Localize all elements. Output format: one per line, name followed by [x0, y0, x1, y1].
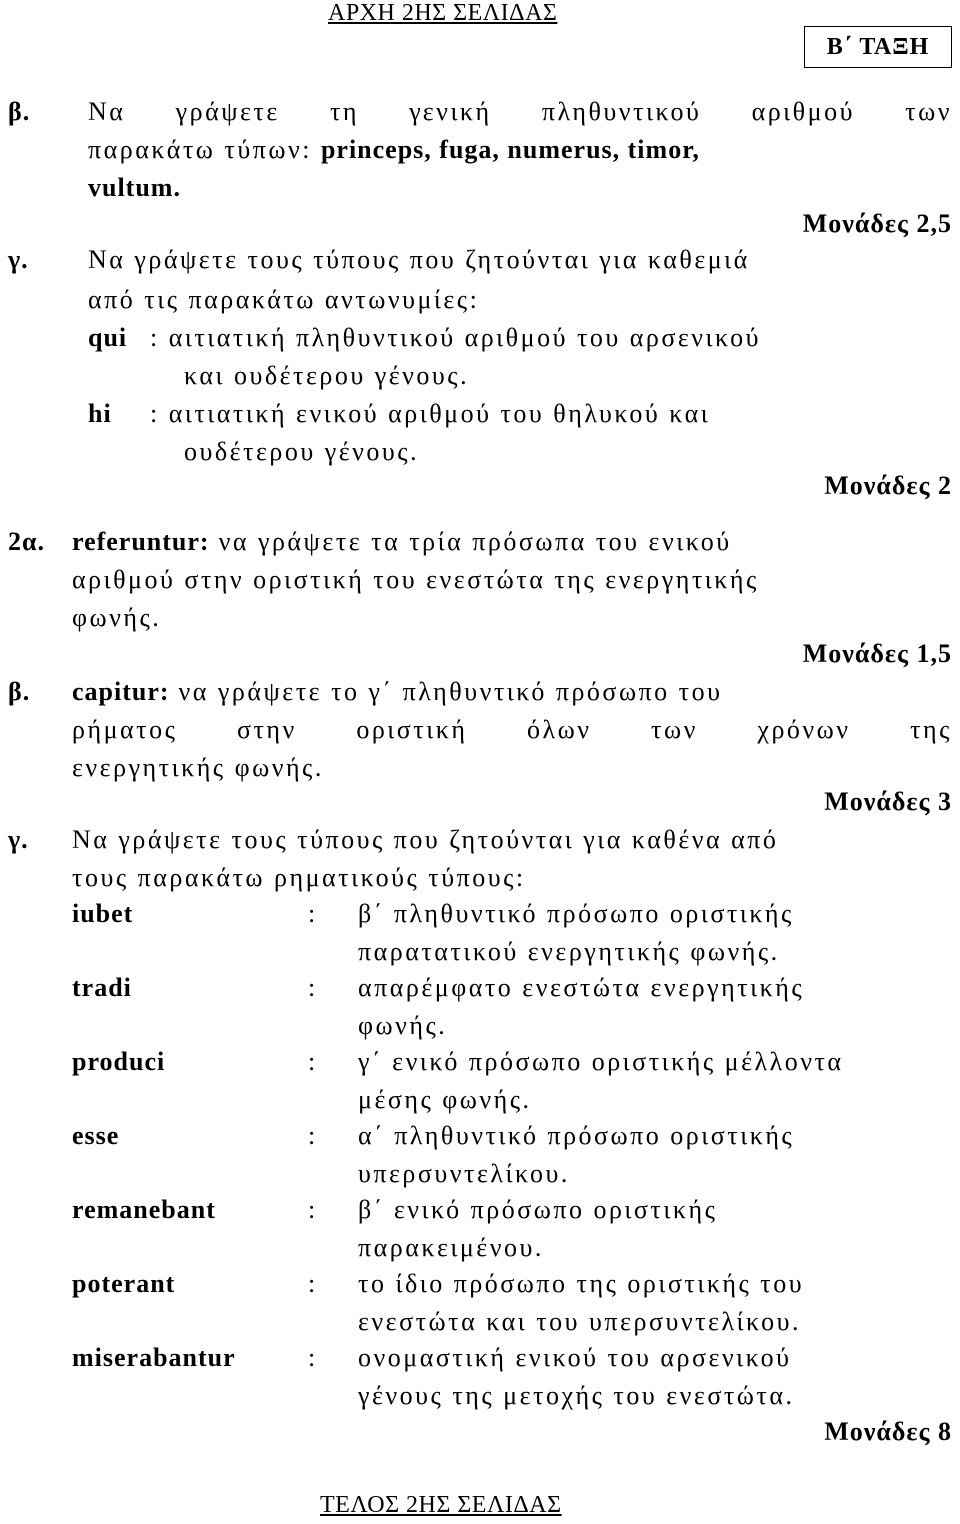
q2c-item-colon: :	[308, 1343, 318, 1372]
q2c-item-word: esse	[72, 1121, 120, 1150]
q1c-qui-text2: και ουδέτερου γένους.	[184, 361, 470, 390]
q2c-item-line1: β΄ πληθυντικό πρόσωπο οριστικής	[358, 899, 794, 928]
q2c-item-line1: το ίδιο πρόσωπο της οριστικής του	[358, 1269, 805, 1298]
q2c-item-line1: ονομαστική ενικού του αρσενικού	[358, 1343, 792, 1372]
q2c-item-line2: γένους της μετοχής του ενεστώτα.	[358, 1381, 795, 1410]
q2c-item-line2: μέσης φωνής.	[358, 1085, 532, 1114]
q2c-item-word: tradi	[72, 973, 132, 1002]
q2c-item-line2: ενεστώτα και του υπερσυντελίκου.	[358, 1307, 801, 1336]
q2c-item-colon: :	[308, 1269, 318, 1298]
q2c-item-line2: παρακειμένου.	[358, 1233, 544, 1262]
word: στην	[236, 715, 297, 744]
q1c-hi-word: hi	[88, 399, 112, 428]
q1c-marks: Μονάδες 2	[824, 471, 952, 500]
q2c-item-line2: παρατατικού ενεργητικής φωνής.	[358, 937, 780, 966]
q1b-label: β.	[8, 97, 31, 126]
q1c-line1: Να γράψετε τους τύπους που ζητούνται για καθεμιά	[88, 245, 750, 274]
word: αριθμού	[751, 97, 855, 126]
q2c-item-colon: :	[308, 1047, 318, 1076]
q1c-label: γ.	[8, 245, 29, 274]
page-header: ΑΡΧΗ 2ΗΣ ΣΕΛΙΔΑΣ	[328, 0, 558, 26]
word: των	[651, 715, 698, 744]
q2b-line1	[72, 676, 723, 708]
q1b-line2	[88, 134, 700, 166]
q2c-item-line1: απαρέμφατο ενεστώτα ενεργητικής	[358, 973, 805, 1002]
q2c-item-line1: γ΄ ενικό πρόσωπο οριστικής μέλλοντα	[358, 1047, 844, 1076]
q2a-line1-text: να γράψετε τα τρία πρόσωπα του ενικού	[218, 527, 732, 556]
q2a-line1	[72, 526, 732, 558]
q2c-item-colon: :	[308, 1121, 318, 1150]
q2c-line1: Να γράψετε τους τύπους που ζητούνται για καθένα από	[72, 825, 779, 854]
q2c-item-colon: :	[308, 899, 318, 928]
q2c-line2: τους παρακάτω ρηματικούς τύπους:	[72, 863, 526, 892]
q2a-line2: αριθμού στην οριστική του ενεστώτα της ενεργητικής	[72, 565, 759, 594]
page-footer: ΤΕΛΟΣ 2ΗΣ ΣΕΛΙΔΑΣ	[320, 1492, 562, 1518]
word: όλων	[527, 715, 592, 744]
q1c-qui-text1: : αιτιατική πληθυντικού αριθμού του αρσενικού	[150, 323, 761, 352]
q2c-item-colon: :	[308, 973, 318, 1002]
q2b-line1-text: να γράψετε το γ΄ πληθυντικό πρόσωπο του	[178, 677, 723, 706]
q2c-item-word: produci	[72, 1047, 166, 1076]
q2b-line2	[72, 714, 952, 746]
word: τη	[329, 97, 360, 126]
q1c-hi-text2: ουδέτερου γένους.	[184, 437, 420, 466]
q2c-item-word: remanebant	[72, 1195, 216, 1224]
word: ρήματος	[72, 715, 178, 744]
word: των	[905, 97, 952, 126]
q2a-latin-word: referuntur:	[72, 527, 210, 556]
q2c-item-line2: φωνής.	[358, 1011, 448, 1040]
q2c-item-line1: α΄ πληθυντικό πρόσωπο οριστικής	[358, 1121, 795, 1150]
class-box: Β΄ ΤΑΞΗ	[804, 26, 952, 68]
word: πληθυντικού	[541, 97, 702, 126]
word: χρόνων	[757, 715, 851, 744]
word: Να	[88, 97, 126, 126]
word: γράψετε	[175, 97, 280, 126]
q2b-marks: Μονάδες 3	[824, 787, 952, 816]
q1b-latin-words: princeps, fuga, numerus, timor,	[320, 135, 700, 164]
q2a-marks: Μονάδες 1,5	[802, 639, 952, 668]
word: της	[910, 715, 952, 744]
q2c-item-word: miserabantur	[72, 1343, 236, 1372]
q2c-item-word: iubet	[72, 899, 134, 928]
q2b-latin-word: capitur:	[72, 677, 170, 706]
q2a-line3: φωνής.	[72, 603, 162, 632]
q2c-item-line1: β΄ ενικό πρόσωπο οριστικής	[358, 1195, 718, 1224]
q1b-line2-prefix: παρακάτω τύπων:	[88, 135, 312, 164]
q1b-line3: vultum.	[88, 173, 181, 202]
q1b-line1	[88, 96, 952, 128]
q2c-marks: Μονάδες 8	[824, 1417, 952, 1446]
q2c-item-colon: :	[308, 1195, 318, 1224]
q1c-hi-text1: : αιτιατική ενικού αριθμού του θηλυκού και	[150, 399, 711, 428]
word: οριστική	[356, 715, 468, 744]
q2a-label: 2α.	[8, 527, 46, 556]
q1c-qui-word: qui	[88, 323, 128, 352]
word: γενική	[409, 97, 492, 126]
q2c-item-word: poterant	[72, 1269, 176, 1298]
q2b-line3: ενεργητικής φωνής.	[72, 753, 324, 782]
q1c-line2: από τις παρακάτω αντωνυμίες:	[88, 285, 480, 314]
q2b-label: β.	[8, 677, 31, 706]
q1b-marks: Μονάδες 2,5	[802, 209, 952, 238]
q2c-label: γ.	[8, 825, 29, 854]
q2c-item-line2: υπερσυντελίκου.	[358, 1159, 570, 1188]
